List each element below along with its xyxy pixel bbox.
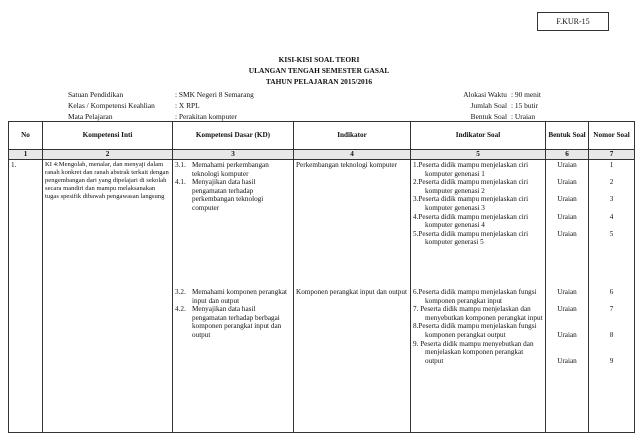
header-number-row [9, 150, 635, 160]
indikator-soal-group-1 [413, 161, 543, 288]
nomor-item: 4 [609, 212, 614, 221]
header-nomor-soal: Nomor Soal [589, 122, 635, 150]
nomor-soal-cell [589, 160, 635, 433]
kd-number: 3.2. [175, 288, 186, 296]
indikator-2: Komponen perangkat input dan output [296, 288, 407, 296]
header-kompetensi-dasar: Kompetensi Dasar (KD) [173, 122, 294, 150]
bentuk-soal-cell [546, 160, 589, 433]
nomor-item: 3 [609, 195, 614, 204]
indikator-soal-item: 7. Peserta didik mampu menjelaskan dan menyebutkan komponen perangkat input [413, 305, 543, 322]
indikator-soal-group-2 [413, 288, 543, 365]
meta-label: Jumlah Soal [470, 101, 507, 110]
kompetensi-inti-cell [43, 160, 173, 433]
meta-value: : Uraian [511, 112, 536, 121]
indikator-soal-cell [411, 160, 546, 433]
title-line-1: KISI-KISI SOAL TEORI [278, 55, 360, 64]
meta-value: : 90 menit [511, 90, 541, 99]
meta-value: : X RPL [175, 101, 200, 110]
kompetensi-inti-text: KI 4:Mengolah, menalar, dan menyaji dalam ranah konkret dan ranah abstrak terkait dengan pengembangan dari yang dipelajari di sekolah secara mandiri dan mampu melaksanakan tugas spesifik dibawah pengawasan langsung [45, 161, 169, 200]
indikator-soal-item: 9. Peserta didik mampu menyebutkan dan menjelaskan komponen perangkat output [413, 339, 534, 365]
kisi-kisi-table [8, 121, 635, 433]
kd-text: Memahami komponen perangkat input dan output [192, 288, 288, 305]
bentuk-item: Uraian [557, 330, 577, 339]
meta-label: Mata Pelajaran [68, 112, 113, 121]
nomor-group-1 [591, 161, 632, 288]
bentuk-item: Uraian [557, 288, 577, 296]
bentuk-item: Uraian [557, 229, 577, 238]
meta-value: : Perakitan komputer [175, 112, 237, 121]
indikator-soal-item: 1.Peserta didik mampu menjelaskan ciri komputer genenasi 1 [413, 161, 529, 178]
table-row [9, 160, 635, 433]
indikator-soal-item: 5.Peserta didik mampu menjelaskan ciri komputer generasi 5 [413, 229, 529, 247]
kd-group-2 [175, 288, 291, 340]
document-code: F.KUR-15 [537, 12, 609, 31]
indikator-1: Perkembangan teknologi komputer [296, 161, 398, 169]
header-number: 2 [43, 150, 173, 160]
title-line-2: ULANGAN TENGAH SEMESTER GASAL [248, 66, 390, 75]
document-title [0, 54, 638, 87]
kd-text: Menyajikan data hasil pengamatan terhadap berbagai komponen perangkat input dan output [192, 305, 282, 339]
indikator-soal-item: 6.Peserta didik mampu menjelaskan fungsi komponen perangkat input [413, 288, 537, 305]
meta-value: : SMK Negeri 8 Semarang [175, 90, 254, 99]
row-no [9, 160, 43, 433]
kd-cell [173, 160, 294, 433]
bentuk-item: Uraian [557, 161, 577, 169]
header-number: 6 [546, 150, 589, 160]
header-number: 4 [294, 150, 411, 160]
kd-number: 3.1. [175, 161, 186, 169]
bentuk-item: Uraian [557, 212, 577, 221]
header-number: 3 [173, 150, 294, 160]
kd-text: Menyajikan data hasil pengamatan terhadap perkembangan teknologi computer [192, 178, 264, 212]
kd-group-1 [175, 161, 291, 288]
indikator-cell [294, 160, 411, 433]
meta-label: Alokasi Waktu [463, 90, 507, 99]
bentuk-item: Uraian [557, 356, 577, 365]
bentuk-item: Uraian [557, 305, 577, 314]
header-no: No [9, 122, 43, 150]
meta-left [68, 89, 375, 122]
nomor-item: 8 [609, 330, 614, 339]
nomor-item: 7 [609, 305, 614, 314]
meta-label: Bentuk Soal [470, 112, 507, 121]
header-indikator: Indikator [294, 122, 411, 150]
bentuk-item: Uraian [557, 178, 577, 187]
kd-number: 4.1. [175, 178, 186, 187]
header-row [9, 122, 635, 150]
bentuk-item: Uraian [557, 195, 577, 204]
header-number: 7 [589, 150, 635, 160]
header-bentuk-soal: Bentuk Soal [546, 122, 589, 150]
row-no-text: 1. [11, 161, 17, 169]
nomor-group-2 [591, 288, 632, 365]
indikator-soal-item: 2.Peserta didik mampu menjelaskan ciri komputer genenasi 2 [413, 178, 529, 195]
meta-label: Kelas / Kompetensi Keahlian [68, 101, 155, 110]
nomor-item: 1 [609, 161, 614, 169]
kd-text: Memahami perkembangan teknologi komputer [192, 161, 269, 178]
header-number: 5 [411, 150, 546, 160]
meta-label: Satuan Pendidikan [68, 90, 124, 99]
meta-value: : 15 butir [511, 101, 539, 110]
nomor-item: 2 [609, 178, 614, 187]
kd-number: 4.2. [175, 305, 186, 314]
indikator-soal-item: 4.Peserta didik mampu menjelaskan ciri komputer genenasi 4 [413, 212, 529, 230]
indikator-soal-item: 3.Peserta didik mampu menjelaskan ciri komputer genenasi 3 [413, 195, 529, 212]
bentuk-group-1 [548, 161, 586, 288]
header-indikator-soal: Indikator Soal [411, 122, 546, 150]
header-number: 1 [9, 150, 43, 160]
meta-right [457, 89, 591, 122]
nomor-item: 5 [609, 229, 614, 238]
bentuk-group-2 [548, 288, 586, 365]
nomor-item: 9 [609, 356, 614, 365]
indikator-soal-item: 8.Peserta didik mampu menjelaskan fungsi komponen perangkat output [413, 322, 537, 339]
header-kompetensi-inti: Kompetensi Inti [43, 122, 173, 150]
title-line-3: TAHUN PELAJARAN 2015/2016 [265, 77, 373, 86]
nomor-item: 6 [609, 288, 614, 296]
